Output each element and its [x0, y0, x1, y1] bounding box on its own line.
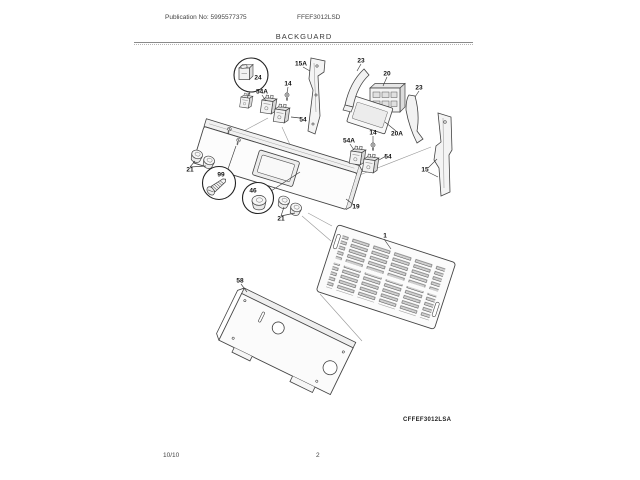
diagram-code: CFFEF3012LSA [403, 417, 452, 423]
balloon-switch-detail [234, 58, 268, 92]
callout-20a: 20A [391, 130, 403, 138]
rear-vent-panel [316, 225, 456, 330]
callout-19: 19 [352, 203, 360, 211]
callout-14b: 14 [369, 129, 377, 137]
callout-24: 24 [254, 74, 262, 82]
callout-54b: 54 [384, 153, 392, 161]
callout-54a2: 54A [343, 137, 355, 145]
section-title: BACKGUARD [275, 32, 333, 41]
callout-14: 14 [284, 80, 292, 88]
publication-number: Publication No: 5995577375 [165, 14, 247, 21]
footer-date: 10/10 [163, 452, 180, 459]
callout-21b: 21 [277, 215, 285, 223]
callout-46: 46 [249, 187, 257, 195]
callout-1: 1 [383, 232, 387, 240]
callout-58: 58 [236, 277, 244, 285]
callout-15a: 15A [295, 60, 307, 68]
callout-15: 15 [421, 166, 429, 174]
callout-23: 23 [357, 57, 365, 65]
balloon-knob-detail [243, 183, 274, 214]
callout-20: 20 [383, 70, 391, 78]
callout-54: 54 [299, 116, 307, 124]
callout-23b: 23 [415, 84, 423, 92]
lower-back-panel [212, 286, 356, 400]
model-number: FFEF3012LSD [297, 14, 341, 21]
callout-21: 21 [186, 166, 194, 174]
callout-54a: 54A [256, 88, 268, 96]
callout-99: 99 [217, 171, 225, 179]
footer-page: 2 [316, 452, 320, 459]
